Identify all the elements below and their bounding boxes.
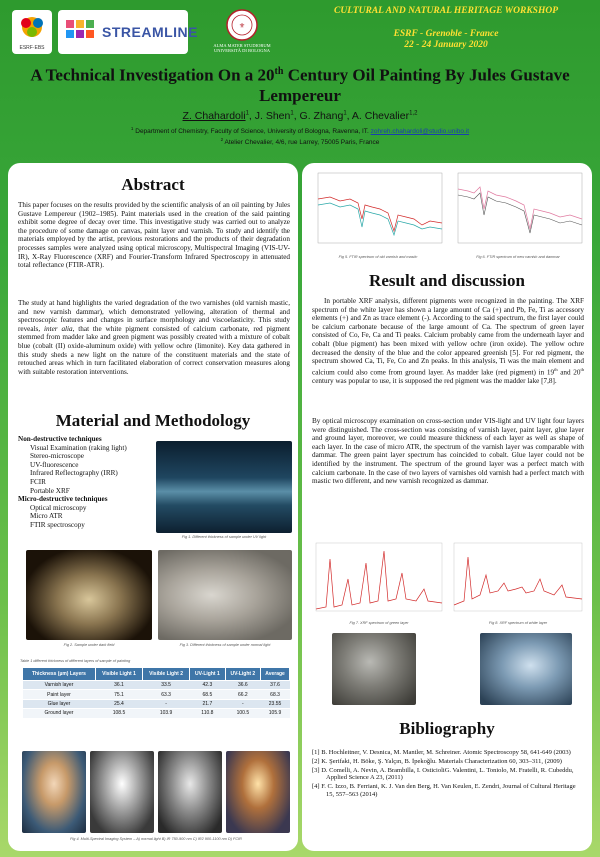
svg-text:⚜: ⚜: [238, 22, 246, 30]
list-item: Infrared Reflectography (IRR): [30, 469, 118, 478]
table-row: Ground layer 108.5 103.9 110.8 100.5 105.9: [23, 709, 290, 718]
table-1-caption: Table 1 different thickness of different layers of sample of painting: [20, 659, 131, 663]
figure-7-caption: Fig 7. XRF spectrum of green layer: [349, 621, 409, 625]
workshop-dates: 22 - 24 January 2020: [404, 40, 488, 50]
esrf-logo: [12, 10, 52, 54]
uv-sample-image: [156, 441, 292, 533]
affiliation-1: $^1$ Department of Chemistry, Faculty of Science, University of Bologna, Ravenna, IT. zohreh.chahardoli@studio.unibo.it: [130, 126, 470, 136]
abstract-paragraph-2: The study at hand highlights the varied degradation of the two varnishes (old varnish mastic, and new varnish dammar), which demonstrated yellowing, alteration of thermal and spectroscopic features and changes in surface morphology and viscoelasticity. This study reveals, inter alia, that the white pigment consisted of calcium carbonate, red pigment stemmed from madder lake and green pigment was possibly created with a mixture of cobalt blue (cobalt (II) oxide-aluminum oxide) with yellow ochre (limonite). Key data gathered in this study sheds a new light on the nature of the constituent materials and the state of retouched areas which in turn facilitated elaboration of correct conservation measures along with suitable restoration interventions.: [18, 299, 291, 376]
list-item: UV-fluorescence: [30, 460, 79, 469]
results-heading: Result and discussion: [369, 271, 525, 290]
table-header: Thickness (µm) Layers: [23, 668, 96, 681]
left-column-panel: [8, 163, 298, 851]
results-paragraph-2: By optical microscopy examination on cross-section under VIS-light and UV light four layers were distinguished. The cross-section was consisting of varnish layer, paint layer, glue layer and ground layer, moreover, we could measure thickness of each layer as well as shape of each layer. In the case of micro ATR, the spectrum of the varnish layer was comparable with dammar. The green paint layer spectrum has coincided to cobalt. Glue layer could not be identified by the instrument. The spectrum of the ground layer was a perfect match with calcium carbonate. In the case of two layers of varnishes old varnish had a perfect match with mastic two different, and new varnish recognized as dammar.: [312, 417, 584, 486]
bibliography-list: [312, 749, 584, 800]
author-4: , A. Chevalier: [346, 110, 410, 122]
normal-light-sample-image: [158, 550, 292, 640]
figure-4-caption: Fig 4. Multi-Spectral Imaging System – A) normal light B) IR 750-900 nm C) IR2 900-1100 nm D) FCIR: [70, 837, 242, 841]
author-1: Z. Chahardoli: [182, 110, 246, 122]
list-item: Visual Examination (raking light): [30, 443, 127, 452]
multispectral-image-fcir: [226, 751, 290, 833]
microscopy-image-right: [480, 633, 572, 705]
table-row: Paint layer 75.1 63.3 68.5 66.2 68.3: [23, 690, 290, 699]
list-item: Optical microscopy: [30, 503, 87, 512]
table-header: Visible Light 2: [143, 668, 190, 681]
list-item: Portable XRF: [30, 486, 70, 495]
abstract-paragraph-1: This paper focuses on the results provided by the scientific analysis of an oil painting by Jules Gustave Lempereur (1902–1985). Paint materials used in the creation of the said painting exhibit some degree of decay over time. This investigative study was carried out to analyze the procedure of some damage on canvas, paint layer and varnish. To study and identify the materials employed by the artist, previous restorations and the products of their degradation processes samples were analyzed using optical microscopy, Multispectral Imaging (VIS-UV-IR), X-Ray Fluorescence (XRF) and Fourier-Transform Infrared Spectroscopy in attenuated total reflectance (FTIR-ATR).: [18, 201, 290, 270]
ftir-chart-old-varnish: [310, 169, 446, 253]
table-row: Glue layer 25.4 - 21.7 - 23.55: [23, 699, 290, 708]
multispectral-image-normal: [22, 751, 86, 833]
table-header: Average: [261, 668, 290, 681]
figure-2-caption: Fig 2. Sample under dark field: [63, 643, 115, 647]
microscopy-image-left: [332, 633, 416, 705]
unibo-line2: UNIVERSITÀ DI BOLOGNA: [214, 48, 270, 53]
reference-item: [1] B. Hochleitner, V. Desnica, M. Mantler, M. Schreiner. Atomic Spectroscopy 58, 641-649 (2003): [312, 749, 571, 756]
table-header: UV-Light 2: [225, 668, 260, 681]
figure-5-caption: Fig 5. FTIR spectrum of old varnish and mastic: [338, 255, 418, 259]
workshop-location: ESRF - Grenoble - France: [393, 29, 499, 39]
ftir-chart-new-varnish: [450, 169, 586, 253]
techniques-list: [18, 435, 168, 530]
figure-1-caption: Fig 1. Different thickness of sample under UV light: [181, 535, 267, 539]
list-item: Micro ATR: [30, 512, 63, 521]
results-paragraph-1: In portable XRF analysis, different pigments were recognized in the painting. The XRF spectrum of the white layer has shown a large amount of Ca (+) and Pb, Fe, Ti as accessory elements (+) and Zn as trace element (-). According to the said spectrum, the first layer could be calcium carbonate because of the large amount of Ca. The spectrum of green layer consisted of Co, Fe, Ca and Ti peaks. Calcium probably came from the underneath layer and cobalt (blue pigment) has been mixed with yellow ochre (iron oxide). The yellow ochre decreased the density of the blue and the color appeared greenish [5]. For red pigment, the spectrum showed Ca, Ti, Fe, Co and Zn peaks. In this analysis, Ti was the main element and calcium could also come from ground layer. As madder lake (red pigment) in 19th and 20th century was popular to use, it is supposed the red pigment was the madder lake [7,8].: [312, 297, 584, 385]
list-item: Stereo-microscope: [30, 452, 84, 461]
bibliography-heading: Bibliography: [399, 719, 495, 738]
abstract-heading: Abstract: [121, 175, 185, 194]
figure-6-caption: Fig 6. FTIR spectrum of new varnish and dammar: [476, 255, 560, 259]
xrf-chart-white-layer: [450, 539, 586, 619]
affiliation-2: $^2$ Atelier Chevalier, 4/6, rue Larrey, 75005 Paris, France: [220, 137, 380, 147]
multispectral-image-ir2: [158, 751, 222, 833]
author-list: Z. Chahardoli$^1$, J. Shen$^1$, G. Zhang$^1$, A. Chevalier$^{1,2}$: [182, 110, 418, 122]
unibo-line1: ALMA MATER STUDIORUM: [213, 43, 271, 48]
dark-field-sample-image: [26, 550, 152, 640]
workshop-title: CULTURAL AND NATURAL HERITAGE WORKSHOP: [334, 6, 558, 16]
table-header: Visible Light 1: [95, 668, 142, 681]
methodology-heading: Material and Methodology: [55, 411, 251, 430]
multispectral-image-ir: [90, 751, 154, 833]
right-column-panel: [302, 163, 592, 851]
workshop-info: [300, 6, 592, 51]
reference-item: [4] F. C. Izzo, B. Ferriani, K. J. Van den Berg, H. Van Keulen, E. Zendri, Journal of Cultural Heritage 15, 557–563 (2014): [312, 783, 576, 798]
group-non-destructive: Non-destructive techniques: [18, 435, 102, 443]
table-header: UV-Light 1: [190, 668, 225, 681]
author-3: , G. Zhang: [293, 110, 344, 122]
list-item: FTIR spectroscopy: [30, 520, 85, 529]
streamline-wordmark: STREAMLINE: [102, 24, 198, 40]
reference-item: [3] D. Comelli, A. Nevin, A. Brambilla, I. OsticioliG. Valentini, L. Toniolo, M. Fratelli, R. Cubeddu, Applied Science A 23, (2011): [312, 766, 574, 782]
figure-8-caption: Fig 8. XRF spectrum of white layer: [488, 621, 548, 625]
reference-item: [2] K. Şerifaki, H. Böke, Ş. Yalçın, B. İpekoğlu. Materials Characterization 60, 303–311, (2009): [312, 757, 562, 765]
author-2: , J. Shen: [248, 110, 291, 122]
group-micro-destructive: Micro-destructive techniques: [18, 495, 108, 504]
poster-title: A Technical Investigation On a 20th Century Oil Painting By Jules Gustave Lempereur: [30, 65, 570, 105]
table-row: Varnish layer 36.1 33.5 42.3 36.6 37.6: [23, 681, 290, 690]
table-header-row: [23, 668, 290, 681]
xrf-chart-green-layer: [312, 539, 446, 619]
logo-strip: [6, 6, 306, 56]
list-item: FCIR: [30, 477, 46, 486]
esrf-logo-text: ESRF·EBS: [19, 45, 45, 51]
unibo-seal: [192, 8, 292, 56]
affiliations: [10, 125, 590, 147]
figure-3-caption: Fig 3. Different thickness of sample under normal light: [179, 643, 271, 647]
thickness-table: [22, 667, 290, 718]
streamline-logo: [58, 10, 198, 54]
email-link[interactable]: zohreh.chahardoli@studio.unibo.it: [370, 128, 470, 136]
